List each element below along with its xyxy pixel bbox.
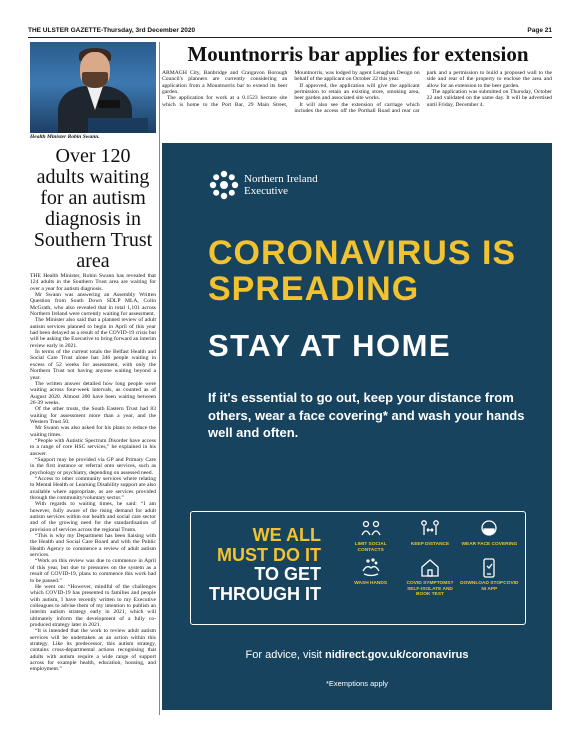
article-paragraph: In terms of the current totals the Belfast Health and Social Care Trust alone has 346 people waiting in excess of 52 weeks for assessment, with only the Northern Trust not having anyone waiting beyond a year.: [30, 349, 156, 381]
actions-grid: [341, 518, 519, 598]
masthead: [28, 27, 552, 37]
bar-article-headline: Mountnorris bar applies for extension: [187, 42, 529, 66]
logo-line-2: Executive: [244, 185, 288, 197]
coronavirus-headline: CORONAVIRUS IS SPREADING: [208, 234, 517, 308]
action-label: WASH HANDS: [354, 581, 388, 586]
action-label: LIMIT SOCIAL CONTACTS: [354, 542, 387, 553]
article-paragraph: THE Health Minister, Robin Swann has revealed that 124 adults in the Southern Trust area are waiting for over a year for autism diagnosis.: [30, 273, 156, 292]
article-paragraph: With regards to waiting times, he said: “I am however, fully aware of the rising demand for adult autism services within our health and social care sector and of the growing need for the standardisation of provision of services across the regional Trusts.: [30, 501, 156, 533]
article-paragraph: “People with Autistic Spectrum Disorder have access to a range of core HSC services,” he explained in his answer.: [30, 437, 156, 457]
logo-line-1: Northern Ireland: [244, 173, 318, 185]
advice-text: If it's essential to go out, keep your distance from others, wear a face covering* and wash your hands well and often.: [208, 390, 525, 440]
ni-executive-logo: [208, 169, 318, 201]
article-paragraph: “Support may be provided via GP and Primary Care in the first instance or referral onto services, such as psychology or psychiatry, depending on assessed need.: [30, 456, 156, 476]
action-label: WEAR FACE COVERING: [461, 542, 518, 547]
bar-article-body: [162, 70, 552, 140]
column-divider: [159, 42, 160, 715]
stay-at-home-headline: STAY AT HOME: [208, 328, 452, 363]
autism-article-headline: Over 120 adults waiting for an autism diagnosis in Southern Trust area: [33, 145, 153, 272]
article-paragraph: Of the other trusts, the South Eastern Trust had 83 waiting for assessment more than a year, and the Western Trust 50.: [30, 406, 156, 425]
flax-flower-icon: [208, 169, 240, 201]
action-label: DOWNLOAD STOPCOVID NI APP: [460, 581, 519, 592]
top-rule: [28, 37, 552, 38]
action-label: COVID SYMPTOMS? SELF-ISOLATE AND BOOK TEST: [406, 581, 454, 597]
panel-slogan-line-1: WE ALL MUST DO IT: [217, 525, 321, 565]
article-paragraph: The application for work at a 0.1523 hectare site which is home to the Port Bar, 29 Main Street, Mountnorris, was lodged by agent Lenaghan Design on behalf of the applicant on October 22 this year.: [162, 70, 420, 108]
article-paragraph: “This is why my Department has been liaising with the Health and Social Care Board and with the Public Health Agency to commence a review of adult autism services.: [30, 533, 156, 559]
autism-article-body: [30, 273, 156, 673]
limit-contacts-icon: [360, 518, 382, 540]
article-paragraph: It will also see the extension of carriage which includes the access off the Porthall Road and rear car park and a permission to build a proposed wall to the side and rear of the property to enclose the area and allow for an extension to the beer garden.: [294, 70, 552, 115]
article-paragraph: “It is intended that the work to review adult autism services will be undertaken as an action within this strategy. Like its predecessor, this autism strategy, contains cross-departmental actions recognising that adults with autism require a wide range of support across for example health, education, housing, and employment.”: [30, 628, 156, 673]
article-paragraph: He went on: “However, mindful of the challenges which COVID-19 has presented to families and people with autism, I have recently written to my Executive colleagues to advise them of my intention to publish an interim autism strategy early in 2021, which will ultimately inform the development of a fully co-produced strategy later in 2021.: [30, 583, 156, 628]
self-isolate-icon: [419, 557, 441, 579]
minister-photo: [30, 42, 156, 133]
wash-hands-icon: [360, 557, 382, 579]
exemptions-note: *Exemptions apply: [325, 679, 389, 688]
panel-slogan-line-2: TO GET THROUGH IT: [209, 564, 321, 604]
article-paragraph: The written answer detailed how long people were waiting across four-week intervals, as counted as of August 2020. Almost 200 have been waiting between 26-39 weeks.: [30, 380, 156, 406]
photo-caption: Health Minister Robin Swann.: [30, 134, 100, 140]
page-number: Page 21: [527, 27, 552, 34]
advice-prefix: For advice, visit: [245, 649, 325, 661]
coronavirus-advert: [162, 143, 552, 710]
keep-distance-icon: [419, 518, 441, 540]
article-paragraph: Mr Swann was also asked for his plans to reduce the waiting times.: [30, 425, 156, 438]
action-download-app: [460, 557, 519, 598]
action-wash-hands: [341, 557, 400, 598]
article-paragraph: The application was submitted on Thursday, October 22 and validated on the same day. It will be advertised until Friday, December 4.: [426, 89, 552, 108]
article-paragraph: ARMAGH City, Banbridge and Craigavon Borough Council's planners are currently considering an application from a Mountnorris bar to extend its beer garden.: [162, 70, 288, 96]
nidirect-link[interactable]: nidirect.gov.uk/coronavirus: [325, 649, 469, 661]
action-keep-distance: [400, 518, 459, 553]
face-covering-icon: [478, 518, 500, 540]
advice-link-line: [162, 649, 552, 661]
article-paragraph: “Work on this review was due to commence in April of this year, but due to pressures on the system as a result of COVID-19, plans to commence this work had to be paused.”: [30, 558, 156, 584]
action-face-covering: [460, 518, 519, 553]
action-label: KEEP DISTANCE: [410, 542, 450, 547]
article-paragraph: The Minister also said that a planned review of adult autism services planned to begin in April of this year had been delayed as a result of the COVID-19 crisis but will be asking the Executive to bring forward an interim review early in 2021.: [30, 317, 156, 349]
article-paragraph: If approved, the application will give the applicant permission to retain an existing store, smoking area, beer garden and associated site works.: [294, 82, 420, 102]
masthead-title: THE ULSTER GAZETTE-Thursday, 3rd December 2020: [28, 27, 196, 34]
panel-slogan: [203, 526, 321, 604]
action-limit-contacts: [341, 518, 400, 553]
article-paragraph: “Access to other community services where relating to Mental Health or Learning Disability support are also available where appropriate, as are services provided through the community/voluntary sector.”: [30, 476, 156, 502]
phone-app-icon: [478, 557, 500, 579]
we-all-must-panel: [190, 511, 526, 625]
action-self-isolate: [400, 557, 459, 598]
article-paragraph: Mr Swann was answering an Assembly Written Question from South Down SDLP MLA, Colin McGrath, who also revealed that in total 1,101 across Northern Ireland were currently waiting for assessment.: [30, 292, 156, 318]
